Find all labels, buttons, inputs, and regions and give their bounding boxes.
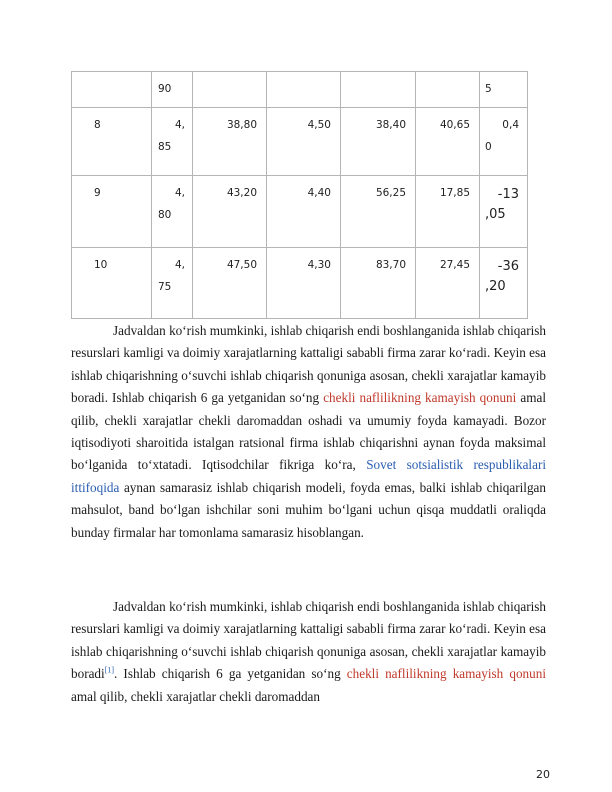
table-cell [72, 72, 152, 108]
table-cell: 9 [72, 176, 152, 248]
cell-line: 4, [174, 259, 185, 271]
paragraph-text: aynan samarasiz ishlab chiqarish modeli, foyda emas, balki ishlab chiqarilgan mahsulot, band bo‘lgan ishchilar soni muhim bo‘lgani uchun qisqa muddatli oraliqda bunday firmalar har tomonlama samarasiz hisoblangan. [71, 479, 546, 540]
cell-line: 4, [174, 119, 185, 131]
table-cell: 27,45 [416, 248, 480, 319]
table-cell [152, 72, 193, 108]
table-cell: 47,50 [193, 248, 267, 319]
table-cell [480, 108, 528, 176]
table-cell [480, 248, 528, 319]
table-cell [152, 248, 193, 319]
table-row [72, 176, 528, 248]
cell-line: -36 [497, 259, 519, 274]
table-cell [341, 72, 416, 108]
link-sovet-ittifoqi[interactable]: Sovet sotsialistik respublikalari ittifoqida [71, 457, 547, 495]
cell-line: 90 [158, 83, 172, 95]
table-row [72, 108, 528, 176]
table-cell [152, 108, 193, 176]
paragraph-text: Jadvaldan ko‘rish mumkinki, ishlab chiqarish endi boshlanganida ishlab chiqarish resurslari kamligi va doimiy xarajatlarning kattaligi sababli firma zarar ko‘radi. Keyin esa ishlab chiqarishning o‘suvchi ishlab chiqarish qonuniga asosan, chekli xarajatlar kamayib boradi [71, 599, 546, 682]
table-cell: 17,85 [416, 176, 480, 248]
table-cell: 43,20 [193, 176, 267, 248]
table-cell: 4,50 [267, 108, 341, 176]
link-chekli-naflilik[interactable]: chekli naflilikning kamayish qonuni [323, 390, 517, 406]
cell-line: 80 [158, 209, 172, 221]
cell-line: ,05 [485, 207, 506, 222]
table-cell [267, 72, 341, 108]
table-cell: 83,70 [341, 248, 416, 319]
table-cell [480, 72, 528, 108]
table-cell: 56,25 [341, 176, 416, 248]
table-row [72, 72, 528, 108]
table-cell: 10 [72, 248, 152, 319]
paragraph-1 [71, 320, 546, 544]
table-cell: 40,65 [416, 108, 480, 176]
paragraph-2 [71, 596, 546, 708]
cell-line: ,20 [485, 279, 506, 294]
paragraph-text: Jadvaldan ko‘rish mumkinki, ishlab chiqarish endi boshlanganida ishlab chiqarish resurslari kamligi va doimiy xarajatlarning kattaligi sababli firma zarar ko‘radi. Keyin esa ishlab chiqarishning o‘suvchi ishlab chiqarish qonuniga asosan, chekli xarajatlar kamayib boradi. Ishlab chiqarish 6 ga yetganidan so‘ng [71, 323, 546, 406]
link-chekli-naflilik[interactable]: chekli naflilikning kamayish qonuni [346, 666, 546, 682]
citation-link[interactable]: [1] [104, 665, 115, 675]
data-table [71, 71, 528, 319]
table-cell [193, 72, 267, 108]
cell-line: -13 [497, 187, 519, 202]
cell-line: 4, [174, 187, 185, 199]
cell-line: 0,4 [502, 119, 519, 131]
table-cell: 4,40 [267, 176, 341, 248]
cell-line: 75 [158, 281, 172, 293]
table-cell [152, 176, 193, 248]
table-cell: 8 [72, 108, 152, 176]
cell-line: 5 [485, 83, 492, 95]
paragraph-text: amal qilib, chekli xarajatlar chekli daromaddan [71, 688, 320, 704]
table-cell [416, 72, 480, 108]
table-cell: 38,80 [193, 108, 267, 176]
cell-line: 0 [485, 141, 492, 153]
cell-line: 85 [158, 141, 172, 153]
table-cell: 38,40 [341, 108, 416, 176]
paragraph-text: . Ishlab chiqarish 6 ga yetganidan so‘ng [114, 666, 347, 682]
table-cell: 4,30 [267, 248, 341, 319]
paragraph-text: amal qilib, chekli xarajatlar chekli daromaddan oshadi va umumiy foyda kamayadi. Bozor iqtisodiyoti sharoitida istalgan ratsional firma ishlab chiqarishni aynan foyda maksimal bo‘lganida to‘xtatadi. Iqtisodchilar fikriga ko‘ra, [71, 390, 546, 473]
table-row [72, 248, 528, 319]
table-cell [480, 176, 528, 248]
page-number: 20 [536, 768, 550, 781]
